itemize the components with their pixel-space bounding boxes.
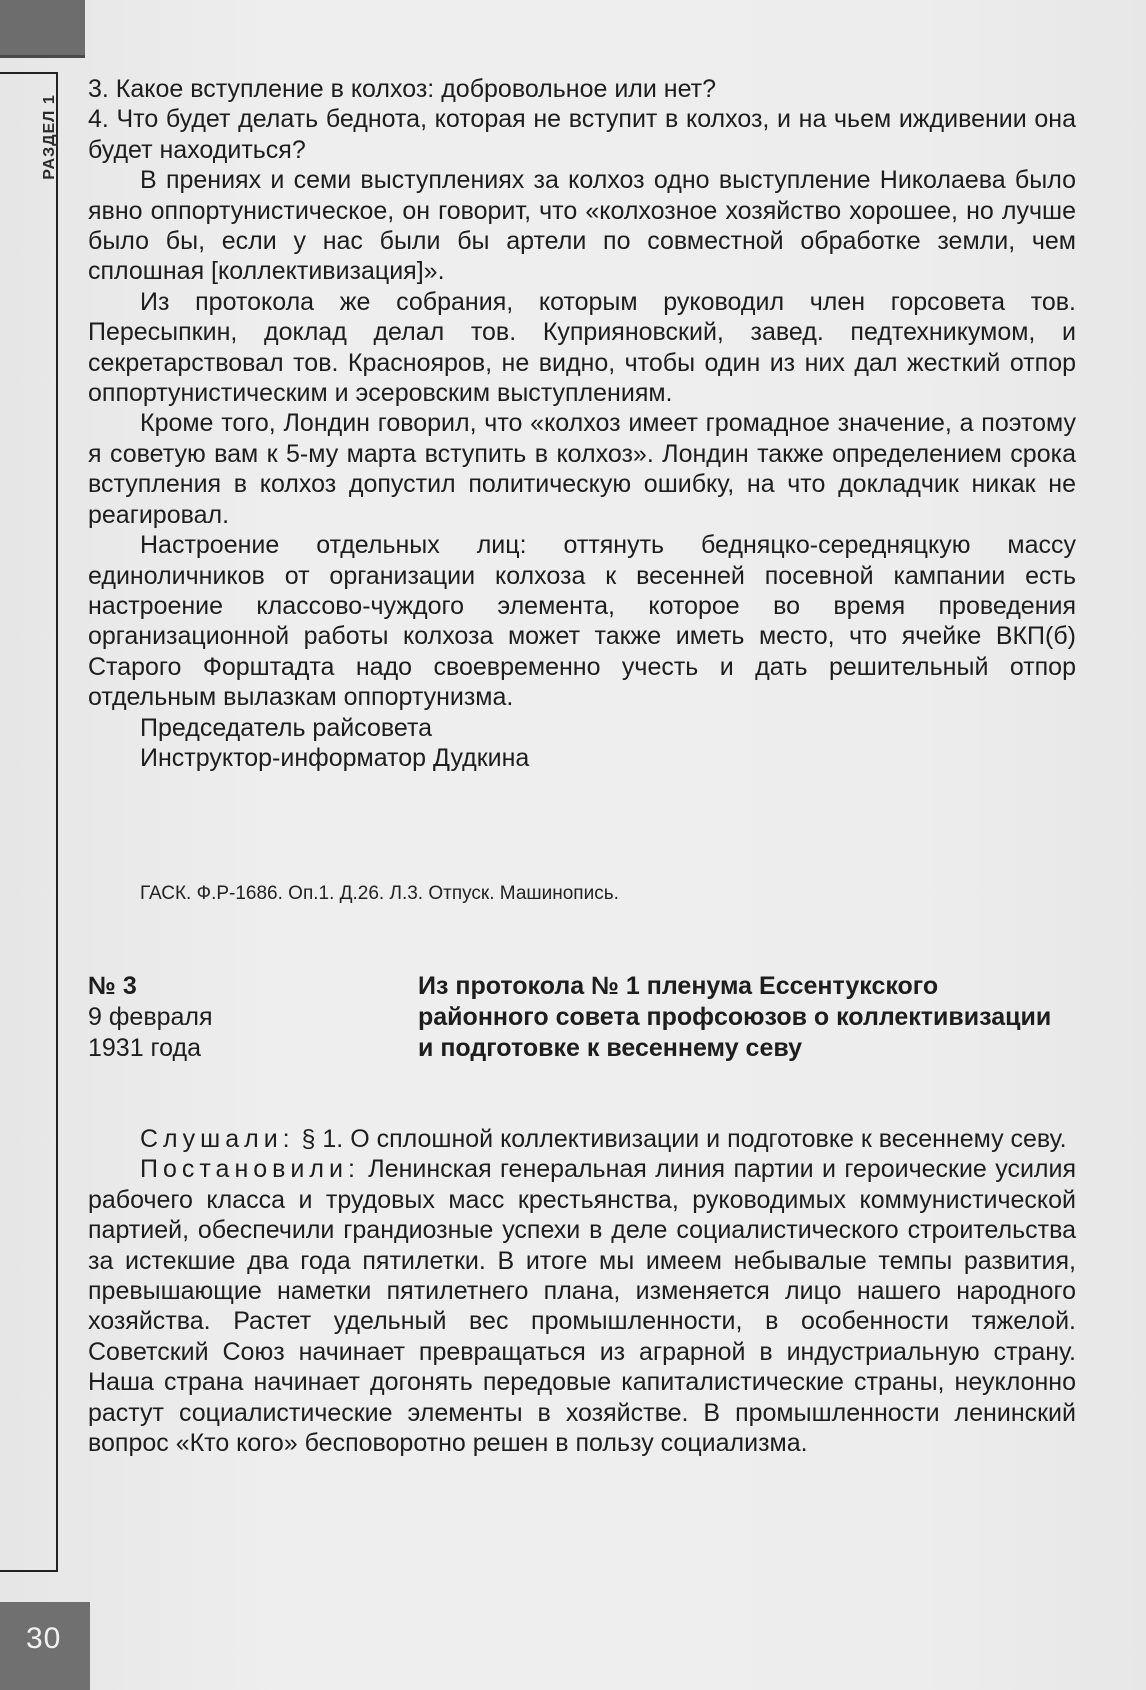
signature-chairman: Председатель райсовета (140, 713, 433, 742)
paragraph-meeting-protocol: Из протокола же собрания, которым руководил член горсовета тов. Пересыпкин, доклад делал тов. Куприяновский, завед. педтехникумом, и секретарствовал тов. Краснояров, не видно, чтобы один из них дал жесткий отпор оппортунистическим и эсеровским выступлениям. (88, 287, 1076, 408)
resolved-text: Ленинская генеральная линия партии и героические усилия рабочего класса и трудовых масс крестьянства, руководимых коммунистической партией, обеспечили грандиозные успехи в деле социалистического строительства за истекшие два года пятилетки. В итоге мы имеем небывалые темпы развития, превышающие наметки пятилетнего плана, изменяется лицо нашего народного хозяйства. Растет удельный вес промышленности, в особенности тяжелой. Советский Союз начинает превращаться из аграрной в индустриальную страну. Наша страна начинает догонять передовые капиталистические страны, неуклонно растут социалистические элементы в хозяйстве. В промышленности ленинский вопрос «Кто кого» бесповоротно решен в пользу социализма. (88, 1155, 1076, 1458)
protocol-resolved (88, 1154, 1076, 1458)
document-header (88, 971, 1076, 1101)
protocol-heard (88, 1124, 1076, 1154)
question-3: 3. Какое вступление в колхоз: добровольное или нет? (88, 75, 717, 103)
paragraph-mood: Настроение отдельных лиц: оттянуть бедняцко-середняцкую массу единоличников от организации колхоза к весенней посевной кампании есть настроение классово-чуждого элемента, которое во время проведения организационной работы колхоза может также иметь место, что ячейке ВКП(б) Старого Форштадта надо своевременно учесть и дать решительный отпор отдельным вылазкам оппортунизма. (88, 531, 1076, 712)
document-date-day: 9 февраля (88, 1003, 213, 1031)
document-date-year: 1931 года (88, 1034, 201, 1062)
section-label-text: РАЗДЕЛ 1 (41, 94, 58, 180)
signature-instructor: Инструктор-информатор Дудкина (140, 743, 530, 772)
paragraph-londin: Кроме того, Лондин говорил, что «колхоз имеет громадное значение, а поэтому я советую вам к 5-му марта вступить в колхоз». Лондин также определением срока вступления в колхоз допустил политическую ошибку, на что докладчик никак не реагировал. (88, 409, 1076, 529)
corner-tab (0, 0, 85, 58)
page-number-box (0, 1602, 90, 1690)
heard-label: Слушали: (140, 1125, 295, 1153)
page-number: 30 (26, 1622, 62, 1655)
section-label (38, 82, 62, 192)
document-title: Из протокола № 1 пленума Ессентукского районного совета профсоюзов о коллективизации и подготовке к весеннему севу (418, 972, 1052, 1062)
document-number: № 3 (88, 972, 137, 1000)
paragraph-debates: В прениях и семи выступлениях за колхоз одно выступление Николаева было явно оппортунистическое, он говорит, что «колхозное хозяйство хорошее, но лучше было бы, если у нас были бы артели по совместной обработке земли, чем сплошная [коллективизация]». (88, 166, 1076, 286)
archive-source: ГАСК. Ф.Р-1686. Оп.1. Д.26. Л.3. Отпуск. Машинопись. (140, 883, 619, 904)
question-4: 4. Что будет делать беднота, которая не вступит в колхоз, и на чьем иждивении она будет находиться? (88, 105, 1076, 164)
protocol-text (88, 1124, 1076, 1458)
body-text (88, 74, 1076, 773)
document-meta (88, 971, 213, 1064)
side-frame-border (0, 72, 58, 1572)
resolved-label: Постановили: (140, 1155, 360, 1184)
heard-text: § 1. О сплошной коллективизации и подготовке к весеннему севу. (294, 1125, 1067, 1153)
